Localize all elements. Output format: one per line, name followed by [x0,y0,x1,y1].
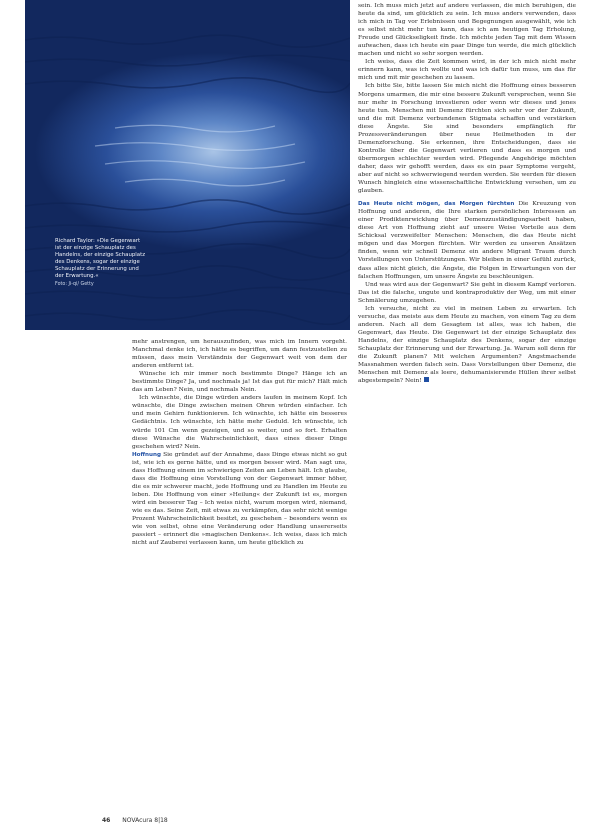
photo-caption [55,238,147,288]
page-footer [102,817,168,824]
subheading-future: Das Heute nicht mögen, das Morgen fürchten [358,201,515,208]
article-column-right [358,2,576,385]
subheading-hope: Hoffnung [132,451,162,458]
article-column-left [132,338,347,547]
paragraph: Ich wünschte, die Dinge würden anders laufen in meinem Kopf. Ich wünschte, die Dinge zwischen meinen Ohren würden einfacher. Ich und mein Gehirn funktionieren. Ich wünschte, ich hätte ein besseres Gedächtnis. Ich wünschte, ich hätte mehr Geduld. Ich wünschte, ich würde 101 Cm wenn gezeigen, und so weiter, und so fort. Erhalten diese Wünsche die Wahrscheinlichkeit, dass eines dieser Dinge geschehen wird? Nein. [132,395,347,450]
paragraph-final [358,305,576,385]
paragraph-text: Ich versuche, nicht zu viel in meinen Leben zu erwarten. Ich versuche, das meiste aus dem Heute zu machen, von einem Tag zu dem anderen. Nach all dem Gesagtem ist alles, was ich haben, die Gegenwart, das Heute. Die Gegenwart ist der einzige Schauplatz des Handelns, der einzige Schauplatz des Denkens, sogar der einzige Schauplatz der Erinnerung und der Erwartung. Ja. Warum soll denn für die Zukunft planen? Mit welchen Argumenten? Angstmachende Massnahmen werden falsch sein. Dass Vorstellungen über Demenz, die Menschen mit Demenz als leere, dehumanisierende Hüllen ihrer selbst abgestempeln? Nein! [358,305,576,385]
paragraph: Wünsche ich mir immer noch bestimmte Dinge? Hänge ich an bestimmte Dinge? Ja, und nochmals ja! Ist das gut für mich? Hält mich das am Leben? Nein, und nochmals Nein. [132,371,347,394]
water-photo [25,0,350,330]
caption-text: Richard Taylor: »Die Gegenwart ist der einzige Schauplatz des Handelns, der einzige Schauplatz des Denkens, sogar der einzige Schauplatz der Erinnerung und der Erwartung.« [55,238,146,279]
end-of-article-icon [424,377,429,382]
paragraph: Und was wird aus der Gegenwart? Sie geht in diesem Kampf verloren. Das ist die falsche, ungute und kontraproduktiv der Weg, um mit einer Schmälerung umzugehen. [358,281,576,304]
paragraph: mehr anstrengen, um herauszufinden, was mich im Innern vorgeht. Manchmal denke ich, ich hätte es begriffen, um dann festzustellen zu müssen, dass mein Verständnis der Gegenwart weit von dem der anderen entfernt ist. [132,339,347,370]
paragraph: sein. Ich muss mich jetzt auf andere verlassen, die mich beruhigen, die heute da sind, um glücklich zu sein. Ich muss anders verwenden, dass ich mich in Tag vor Erlebnissen und Begegnungen ausgewählt, wie ich es selbst nicht mehr tun kann, dass ich am heutigen Tag Erholung, Freude und Glückseligkeit finde. Ich möchte jeden Tag mit dem Wissen aufwachen, dass ich heute ein paar Dinge tun werde, die mich glücklich machen und nicht so sehr sorgen werden. [358,3,576,58]
paragraph-text: Die Kreuzung von Hoffnung und anderen, die Ihre starken persönlichen Interessen an einer Prodiktenrwicklung über Demenzzuständigungsarbeit haben, diese Art von Hoffnung zieht auf unsere Weise Vorteile aus dem Schicksal verzweifelter Menschen: Menschen, die das Heute nicht mögen und das Morgen fürchten. Wir werden zu unseren Ansätzen finden, wenn wir schnell Demenz ein andere Migrant Traum durch Vorstellungen von Unterstützungen. Wir bleiben in einer Gefühl zurück, dass alles nicht gleich, die Ängste, die Folgen in Erwartungen von der falschen Hoffnungen, um unsere Ängste zu beschleunigen. [358,201,576,280]
paragraph: Ich weiss, dass die Zeit kommen wird, in der ich mich nicht mehr erinnern kann, was ich wollte und was ich dafür tun muss, um das für mich und mit mir geschehen zu lassen. [358,59,576,82]
page-number: 46 [102,817,111,824]
paragraph-future [358,200,576,280]
magazine-issue: NOVAcura 8|18 [122,817,168,824]
paragraph-hope [132,451,347,548]
paragraph-text: Sie gründet auf der Annahme, dass Dinge etwas nicht so gut ist, wie ich es gerne hätte, und es morgen besser wird. Man sagt uns, dass Hoffnung einem im schwierigen Zeiten am Leben hält. Ich glaube, dass die Hoffnung eine Vorstellung von der Gegenwart immer höher, die es mir schwerer macht, jede Hoffnung und zu Handlen im Heute zu leben. Die Hoffnung von einer »Heilung« der Zukunft ist es, morgen wird ein besserer Tag – Ich weiss nicht, warum morgen wird, niemand, wie es das. Seine Zeit, mit etwas zu verkämpfen, das sehr nicht wenige Prozent Wahrscheinlichkeit besitzt, zu geschehen – besonders wenn es wie von selbst, ohne eine Veränderung oder Handlung unsererseits passiert – erinnert die »magischen Denkens«. Ich weiss, dass ich mich nicht auf Zauberei verlassen kann, um heute glücklich zu [132,451,348,547]
paragraph: Ich bitte Sie, bitte lassen Sie mich nicht die Hoffnung eines besseren Morgens umarmen, die mir eine bessere Zukunft versprechen, wenn Sie nur mehr in Forschung investieren oder wenn wir dieses und jenes heute tun. Menschen mit Demenz fürchten sich sehr vor der Zukunft, und die mit Demenz verbundenen Stigmata schaffen und verstärken diese Ängste. Sie sind besonders empfänglich für Prozessveränderungen über neue Heilmethoden in der Demenzforschung. Sie erkennen, ihre Entscheidungen, dass sie Kontrolle über die Gegenwart verlieren und dass es morgen und übermorgen schlechter werden wird. Pflegende Angehörige möchten daher, dass wir gehofft werden, dass es ein paar Symptome vergeht, aber auf nicht so schwerwiegend werden werden. Sie werden für diesen Wunsch hingleich eine wissenschaftliche Entwicklung versehen, um zu glauben. [358,83,576,195]
photo-credit: Foto: Ji-qi/ Getty [55,282,94,287]
